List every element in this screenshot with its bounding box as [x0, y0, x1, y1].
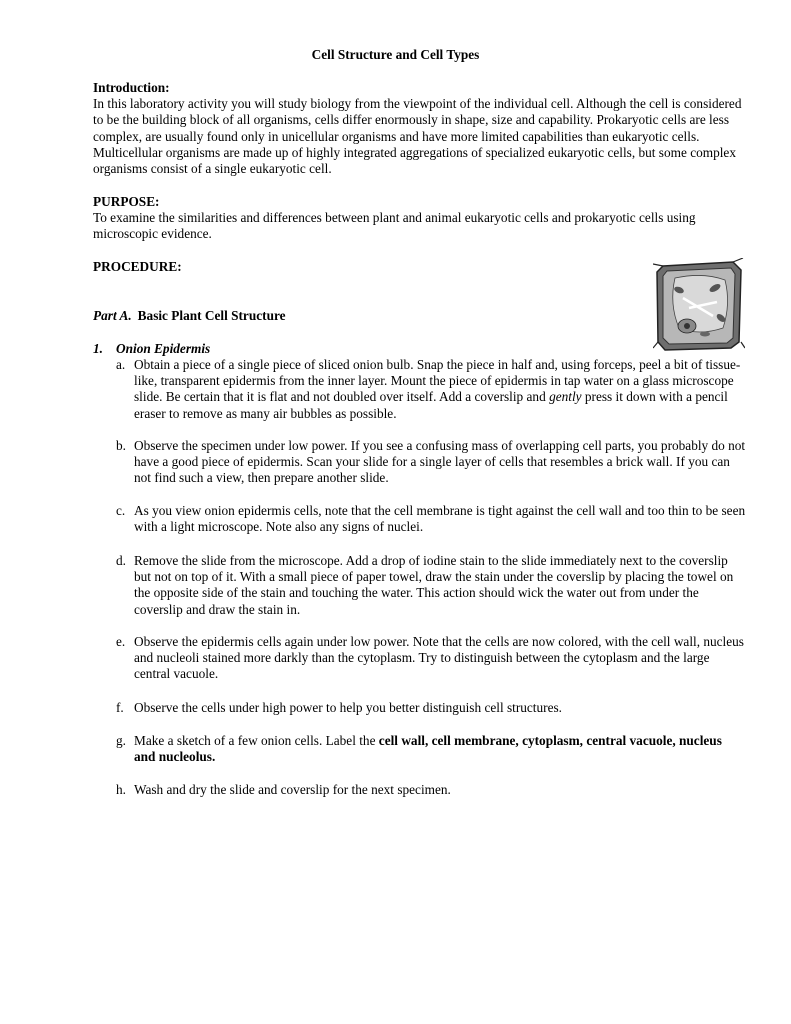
- section-number: 1.: [93, 341, 103, 356]
- step-letter: d.: [116, 553, 126, 568]
- step-letter: g.: [116, 733, 126, 748]
- step-letter: e.: [116, 634, 126, 649]
- part-a-label: Part A.: [93, 308, 132, 323]
- procedure-section: [93, 259, 393, 275]
- step-text: Observe the specimen under low power. If you see a confusing mass of overlapping cell parts, you probably do not have a good piece of epidermis. Scan your slide for a single layer of cells that resembles a brick wall. If you can not find such a view, then prepare another slide.: [134, 438, 746, 486]
- step-text: Observe the epidermis cells again under low power. Note that the cells are now colored, with the cell wall, nucleus and nucleoli stained more darkly than the cytoplasm. Try to distinguish between the cytoplasm and the large central vacuole.: [134, 634, 744, 682]
- step-f: [116, 700, 746, 716]
- part-a-title: Basic Plant Cell Structure: [137, 308, 286, 323]
- step-text: Obtain a piece of a single piece of sliced onion bulb. Snap the piece in half and, using forceps, peel a bit of tissue-like, transparent epidermis from the inner layer. Mount the piece of epidermis in tap water on a glass microscope slide. Be certain that it is flat and not doubled over itself. Add a coverslip and gently press it down with a pencil eraser to remove as many air bubbles as possible.: [134, 357, 741, 421]
- label-list: cell wall, cell membrane, cytoplasm, central vacuole, nucleus and nucleolus.: [134, 733, 722, 765]
- purpose-text: To examine the similarities and differences between plant and animal eukaryotic cells and prokaryotic cells using microscopic evidence.: [93, 210, 696, 242]
- step-letter: f.: [116, 700, 124, 715]
- step-letter: b.: [116, 438, 126, 453]
- step-d: [116, 553, 746, 618]
- step-b: [116, 438, 746, 487]
- step-text: Wash and dry the slide and coverslip for the next specimen.: [134, 782, 451, 797]
- page-title: Cell Structure and Cell Types: [311, 47, 480, 62]
- procedure-heading: PROCEDURE:: [93, 259, 182, 274]
- step-e: [116, 634, 746, 683]
- part-a-heading: [93, 308, 286, 324]
- step-text: Make a sketch of a few onion cells. Label the cell wall, cell membrane, cytoplasm, central vacuole, nucleus and nucleolus.: [134, 733, 722, 765]
- step-text: Remove the slide from the microscope. Add a drop of iodine stain to the slide immediately next to the coverslip but not on top of it. With a small piece of paper towel, draw the stain under the coverslip by placing the towel on the opposite side of the stain and touching the water. This action should wick the water out from under the coverslip and draw the stain in.: [134, 553, 734, 617]
- step-text: Observe the cells under high power to help you better distinguish cell structures.: [134, 700, 562, 715]
- purpose-section: [93, 194, 753, 243]
- step-letter: a.: [116, 357, 126, 372]
- step-g: [116, 733, 746, 765]
- step-text: As you view onion epidermis cells, note that the cell membrane is tight against the cell wall and too thin to be seen with a light microscope. Note also any signs of nuclei.: [134, 503, 746, 535]
- step-a: [116, 357, 746, 422]
- plant-cell-illustration: [653, 258, 745, 352]
- step-letter: c.: [116, 503, 126, 518]
- onion-epidermis-heading: [93, 341, 210, 357]
- step-c: [116, 503, 746, 535]
- step-h: [116, 782, 746, 798]
- introduction-text: In this laboratory activity you will study biology from the viewpoint of the individual cell. Although the cell is considered to be the building block of all organisms, cells differ enormously in shape, size and capability. Prokaryotic cells are less complex, are usually found only in unicellular organisms and have more limited capabilities than eukaryotic cells. Multicellular organisms are made up of highly integrated aggregations of specialized eukaryotic cells, but some complex organisms consist of a single eukaryotic cell.: [93, 96, 742, 177]
- introduction-section: [93, 80, 753, 177]
- step-letter: h.: [116, 782, 126, 797]
- emphasis-gently: gently: [549, 389, 582, 405]
- introduction-heading: Introduction:: [93, 80, 170, 95]
- purpose-heading: PURPOSE:: [93, 194, 160, 209]
- section-title: Onion Epidermis: [116, 341, 211, 356]
